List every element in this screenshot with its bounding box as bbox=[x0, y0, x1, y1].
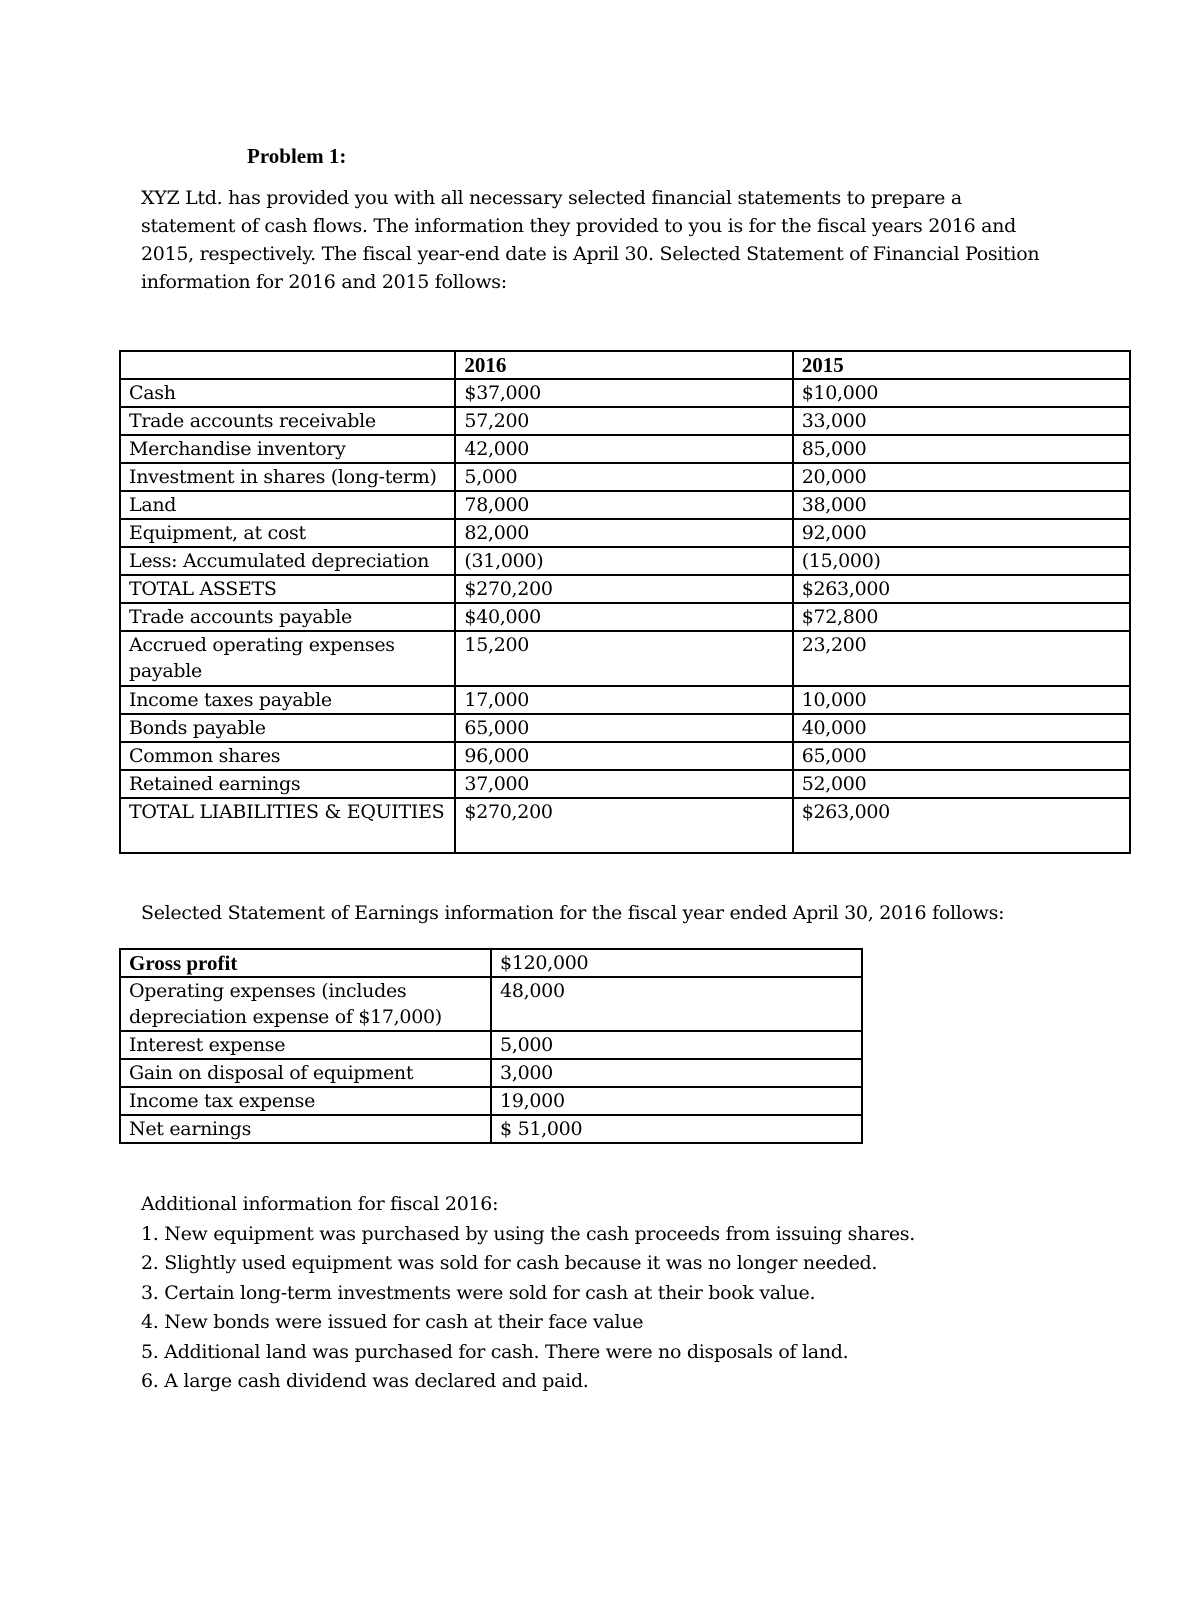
row-value: 3,000 bbox=[491, 1059, 862, 1087]
value-2016: 42,000 bbox=[455, 435, 792, 463]
table-row bbox=[120, 379, 1130, 407]
table-row bbox=[120, 603, 1130, 631]
row-label: Bonds payable bbox=[120, 714, 455, 742]
table-row bbox=[120, 1087, 862, 1115]
row-label: Gross profit bbox=[120, 949, 491, 977]
list-item: 2. Slightly used equipment was sold for cash because it was no longer needed. bbox=[141, 1252, 878, 1274]
row-label: Income taxes payable bbox=[120, 686, 455, 714]
row-label: Accrued operating expenses payable bbox=[120, 631, 455, 686]
value-2015: 40,000 bbox=[793, 714, 1130, 742]
value-2015: (15,000) bbox=[793, 547, 1130, 575]
row-label: Operating expenses (includes depreciation expense of $17,000) bbox=[120, 977, 491, 1031]
intro-line: XYZ Ltd. has provided you with all necessary selected financial statements to prepare a bbox=[141, 187, 962, 209]
row-label: Net earnings bbox=[120, 1115, 491, 1143]
table-row bbox=[120, 407, 1130, 435]
table-row bbox=[120, 1059, 862, 1087]
additional-title: Additional information for fiscal 2016: bbox=[141, 1193, 499, 1215]
list-item: 1. New equipment was purchased by using the cash proceeds from issuing shares. bbox=[141, 1222, 915, 1245]
row-label: Equipment, at cost bbox=[120, 519, 455, 547]
intro-line: information for 2016 and 2015 follows: bbox=[141, 271, 507, 293]
value-2016: 17,000 bbox=[455, 686, 792, 714]
list-item: 3. Certain long-term investments were sold for cash at their book value. bbox=[141, 1281, 816, 1304]
value-2015: 65,000 bbox=[793, 742, 1130, 770]
value-2016: $270,200 bbox=[455, 798, 792, 853]
table-header-row bbox=[120, 351, 1130, 379]
value-2015: 23,200 bbox=[793, 631, 1130, 686]
value-2016: $40,000 bbox=[455, 603, 792, 631]
list-item: 6. A large cash dividend was declared and paid. bbox=[141, 1370, 589, 1392]
value-2015: 20,000 bbox=[793, 463, 1130, 491]
row-label: Merchandise inventory bbox=[120, 435, 455, 463]
header-cell-2015: 2015 bbox=[793, 351, 1130, 379]
table-row bbox=[120, 1031, 862, 1059]
row-value: 48,000 bbox=[491, 977, 862, 1031]
value-2016: (31,000) bbox=[455, 547, 792, 575]
row-label: Income tax expense bbox=[120, 1087, 491, 1115]
additional-info bbox=[141, 1190, 1121, 1397]
value-2015: $263,000 bbox=[793, 575, 1130, 603]
row-label: TOTAL ASSETS bbox=[120, 575, 455, 603]
intro-paragraph bbox=[141, 184, 1091, 296]
financial-position-table bbox=[119, 350, 1131, 854]
row-label: Retained earnings bbox=[120, 770, 455, 798]
value-2016: 65,000 bbox=[455, 714, 792, 742]
row-label: Less: Accumulated depreciation bbox=[120, 547, 455, 575]
row-label: Gain on disposal of equipment bbox=[120, 1059, 491, 1087]
table-row bbox=[120, 798, 1130, 853]
table-row bbox=[120, 491, 1130, 519]
header-cell-2016: 2016 bbox=[455, 351, 792, 379]
table-row bbox=[120, 949, 862, 977]
value-2015: 52,000 bbox=[793, 770, 1130, 798]
table-row bbox=[120, 631, 1130, 686]
value-2015: $72,800 bbox=[793, 603, 1130, 631]
value-2016: 57,200 bbox=[455, 407, 792, 435]
value-2015: 38,000 bbox=[793, 491, 1130, 519]
row-label: Trade accounts payable bbox=[120, 603, 455, 631]
list-item: 4. New bonds were issued for cash at their face value bbox=[141, 1311, 644, 1333]
earnings-intro: Selected Statement of Earnings information for the fiscal year ended April 30, 2016 follows: bbox=[141, 902, 1005, 924]
value-2015: 92,000 bbox=[793, 519, 1130, 547]
earnings-table bbox=[119, 948, 863, 1144]
value-2016: 37,000 bbox=[455, 770, 792, 798]
header-cell-blank bbox=[120, 351, 455, 379]
table-row bbox=[120, 519, 1130, 547]
value-2015: 10,000 bbox=[793, 686, 1130, 714]
row-value: 19,000 bbox=[491, 1087, 862, 1115]
value-2016: 78,000 bbox=[455, 491, 792, 519]
table-row bbox=[120, 435, 1130, 463]
value-2016: 5,000 bbox=[455, 463, 792, 491]
row-label: Land bbox=[120, 491, 455, 519]
intro-line: 2015, respectively. The fiscal year-end date is April 30. Selected Statement of Financial Position bbox=[141, 243, 1040, 265]
value-2015: 33,000 bbox=[793, 407, 1130, 435]
row-value: $ 51,000 bbox=[491, 1115, 862, 1143]
value-2015: $10,000 bbox=[793, 379, 1130, 407]
table-row bbox=[120, 463, 1130, 491]
value-2016: 15,200 bbox=[455, 631, 792, 686]
value-2016: 82,000 bbox=[455, 519, 792, 547]
table-row bbox=[120, 770, 1130, 798]
table-row bbox=[120, 547, 1130, 575]
list-item: 5. Additional land was purchased for cash. There were no disposals of land. bbox=[141, 1340, 849, 1363]
row-label: Common shares bbox=[120, 742, 455, 770]
value-2016: 96,000 bbox=[455, 742, 792, 770]
value-2015: 85,000 bbox=[793, 435, 1130, 463]
value-2015: $263,000 bbox=[793, 798, 1130, 853]
table-row bbox=[120, 686, 1130, 714]
row-label: TOTAL LIABILITIES & EQUITIES bbox=[120, 798, 455, 853]
value-2016: $270,200 bbox=[455, 575, 792, 603]
row-label: Trade accounts receivable bbox=[120, 407, 455, 435]
table-row bbox=[120, 1115, 862, 1143]
row-label: Interest expense bbox=[120, 1031, 491, 1059]
table-row bbox=[120, 714, 1130, 742]
row-value: $120,000 bbox=[491, 949, 862, 977]
table-row bbox=[120, 742, 1130, 770]
problem-title: Problem 1: bbox=[247, 144, 347, 168]
row-value: 5,000 bbox=[491, 1031, 862, 1059]
value-2016: $37,000 bbox=[455, 379, 792, 407]
intro-line: statement of cash flows. The information they provided to you is for the fiscal years 2016 and bbox=[141, 215, 1016, 237]
table-row bbox=[120, 977, 862, 1031]
table-row bbox=[120, 575, 1130, 603]
row-label: Investment in shares (long-term) bbox=[120, 463, 455, 491]
row-label: Cash bbox=[120, 379, 455, 407]
